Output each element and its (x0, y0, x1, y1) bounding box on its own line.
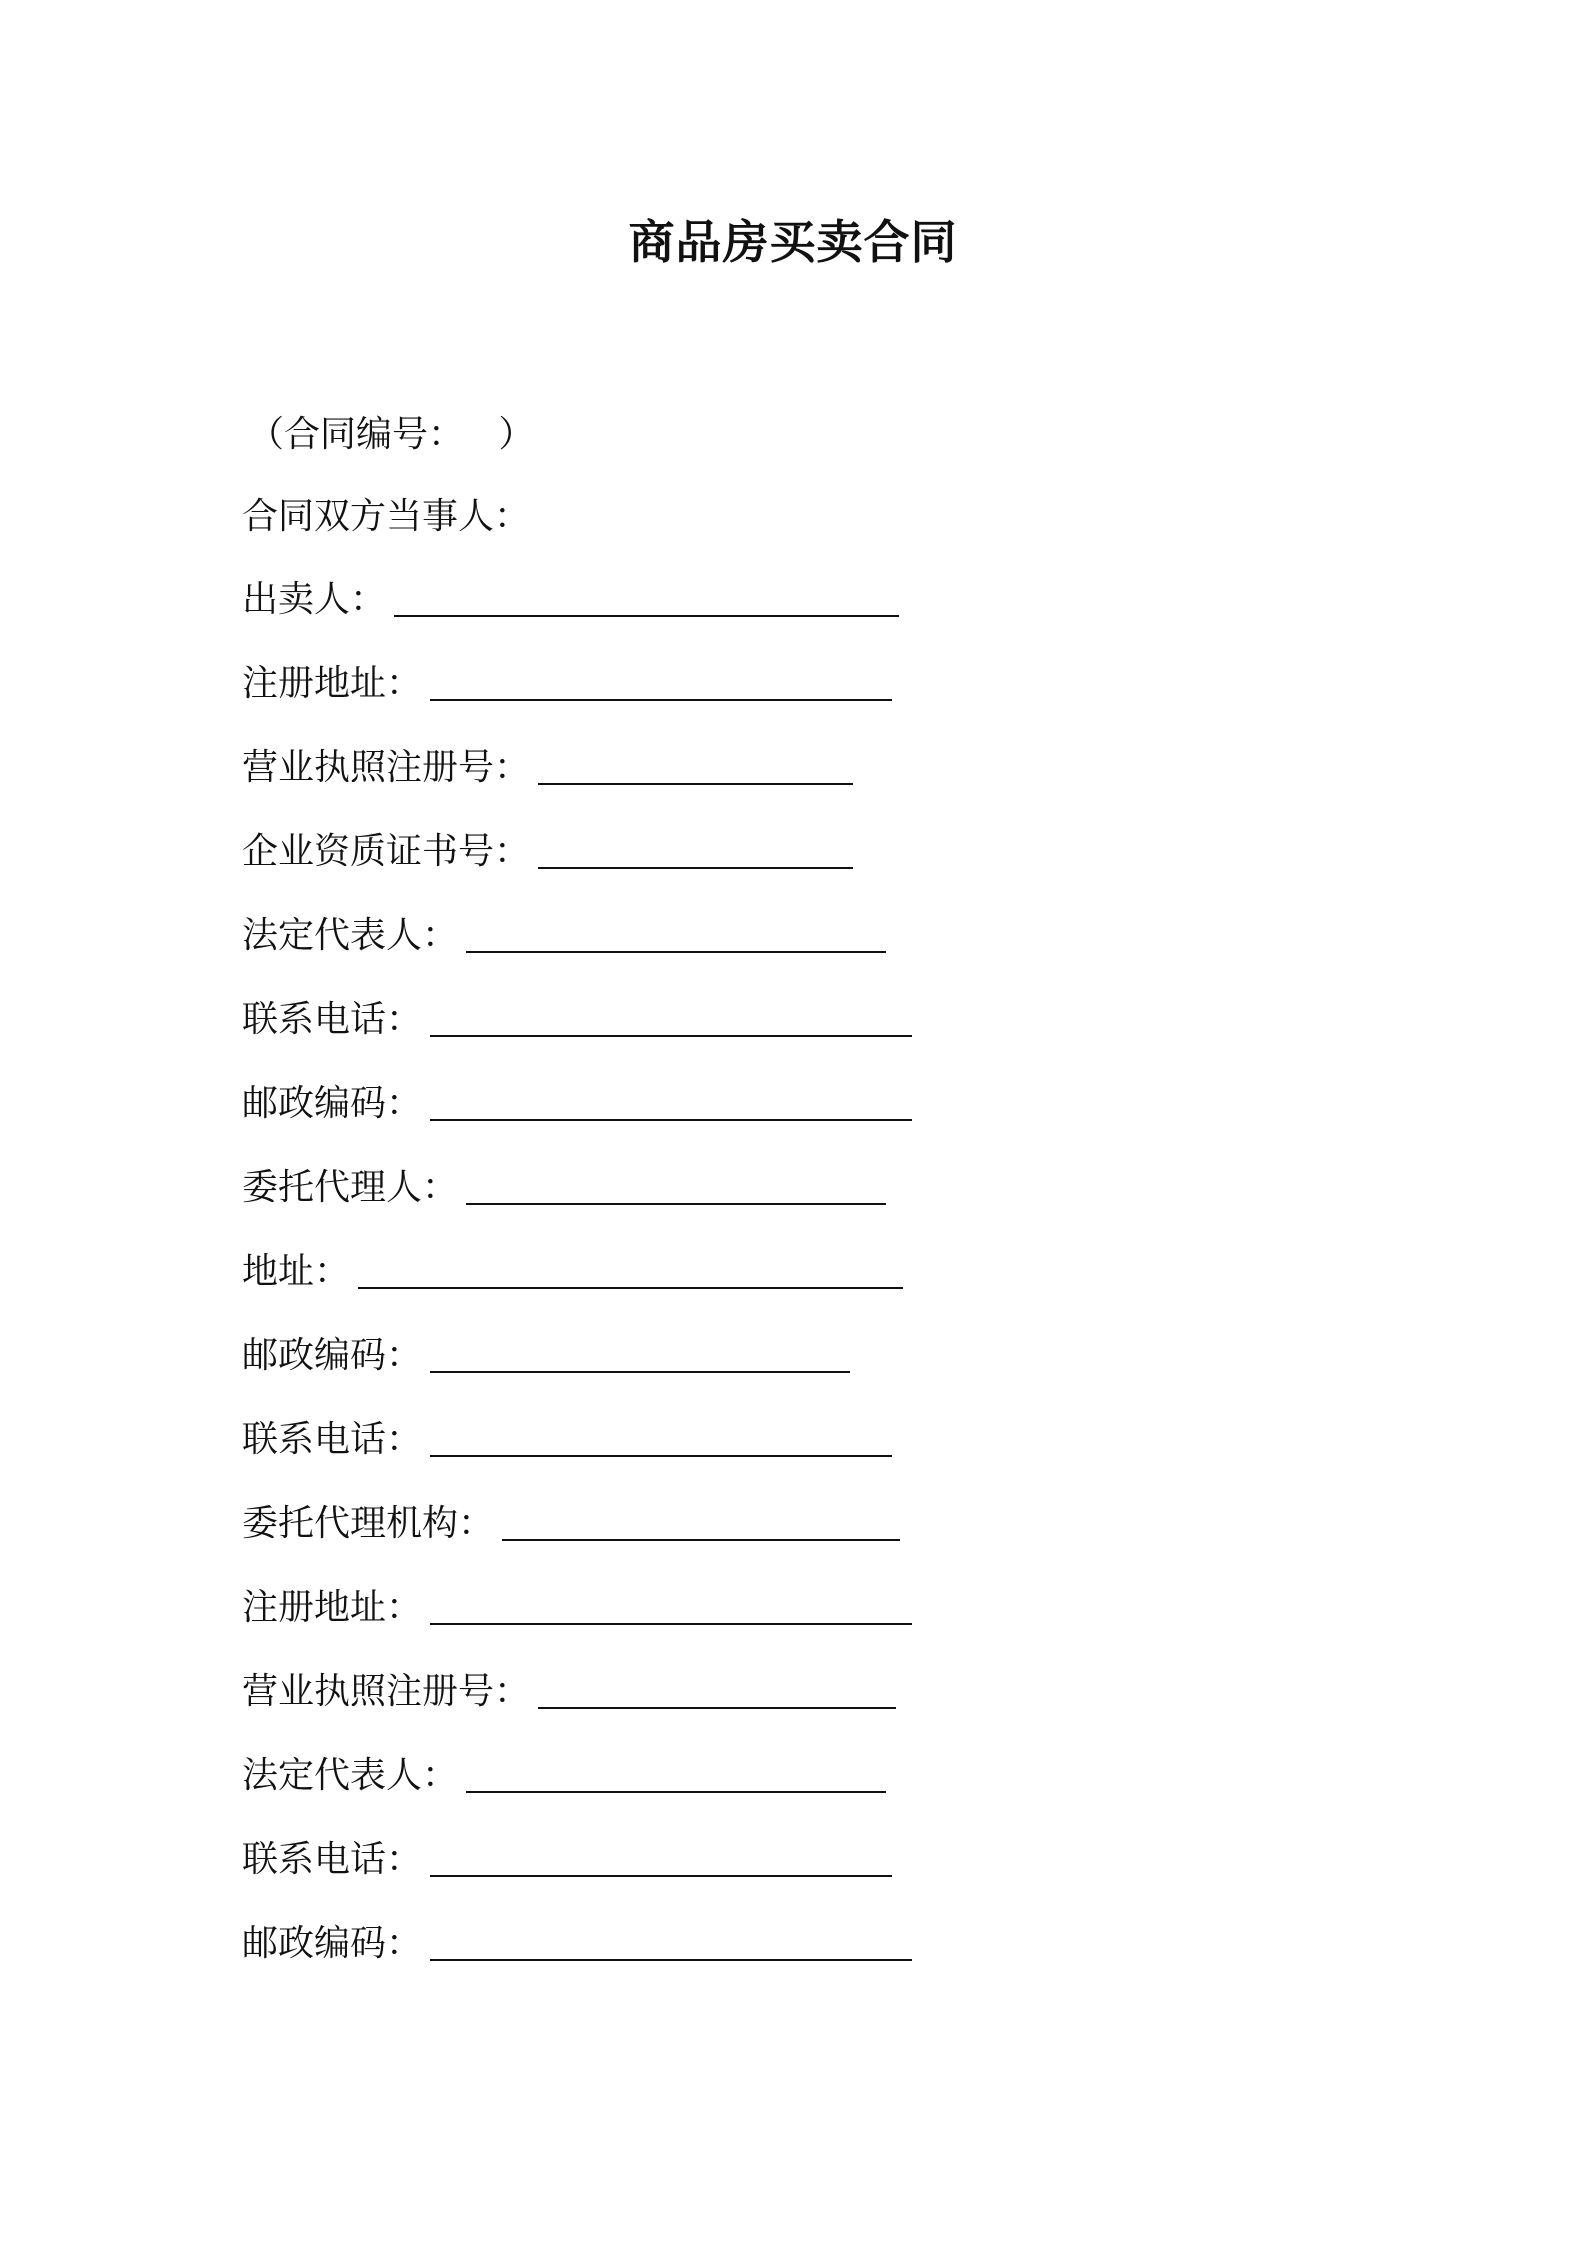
blank-line[interactable] (502, 1539, 900, 1541)
field-business-license-no-2 (242, 1667, 896, 1717)
field-label: 邮政编码： (242, 1923, 423, 1964)
parties-heading: 合同双方当事人： (242, 496, 531, 537)
field-registered-address-2 (242, 1583, 912, 1633)
field-label: 联系电话： (242, 1839, 423, 1880)
field-label: 邮政编码： (242, 1335, 423, 1376)
field-label: 地址： (242, 1251, 351, 1292)
blank-line[interactable] (430, 1959, 912, 1961)
field-agency (242, 1499, 900, 1549)
document-title: 商品房买卖合同 (628, 215, 958, 269)
field-label: 注册地址： (242, 1587, 423, 1628)
field-label: 委托代理机构： (242, 1503, 495, 1544)
field-legal-representative (242, 911, 886, 961)
blank-line[interactable] (466, 1791, 886, 1793)
blank-line[interactable] (430, 1875, 892, 1877)
field-label: 法定代表人： (242, 1755, 459, 1796)
field-business-license-no (242, 743, 853, 793)
field-postal-code-3 (242, 1919, 912, 1969)
field-postal-code-2 (242, 1331, 850, 1381)
field-label: 联系电话： (242, 1419, 423, 1460)
blank-line[interactable] (430, 1035, 912, 1037)
field-authorized-agent (242, 1163, 886, 1213)
field-qualification-cert-no (242, 827, 853, 877)
field-label: 联系电话： (242, 999, 423, 1040)
blank-line[interactable] (466, 951, 886, 953)
field-seller (242, 575, 899, 625)
field-label: 营业执照注册号： (242, 747, 531, 788)
field-label: 企业资质证书号： (242, 831, 531, 872)
field-label: 邮政编码： (242, 1083, 423, 1124)
field-postal-code (242, 1079, 912, 1129)
blank-line[interactable] (430, 1623, 912, 1625)
field-registered-address (242, 659, 892, 709)
field-legal-representative-2 (242, 1751, 886, 1801)
blank-line[interactable] (394, 615, 899, 617)
blank-line[interactable] (430, 699, 892, 701)
blank-line[interactable] (358, 1287, 903, 1289)
blank-line[interactable] (538, 1707, 896, 1709)
contract-number-line: （合同编号： ） (248, 414, 535, 455)
field-address (242, 1247, 903, 1297)
blank-line[interactable] (466, 1203, 886, 1205)
blank-line[interactable] (430, 1119, 912, 1121)
blank-line[interactable] (430, 1371, 850, 1373)
field-label: 出卖人： (242, 579, 387, 620)
field-label: 营业执照注册号： (242, 1671, 531, 1712)
field-label: 委托代理人： (242, 1167, 459, 1208)
field-label: 注册地址： (242, 663, 423, 704)
field-phone-3 (242, 1835, 892, 1885)
blank-line[interactable] (430, 1455, 892, 1457)
field-phone (242, 995, 912, 1045)
field-label: 法定代表人： (242, 915, 459, 956)
blank-line[interactable] (538, 783, 853, 785)
field-phone-2 (242, 1415, 892, 1465)
blank-line[interactable] (538, 867, 853, 869)
